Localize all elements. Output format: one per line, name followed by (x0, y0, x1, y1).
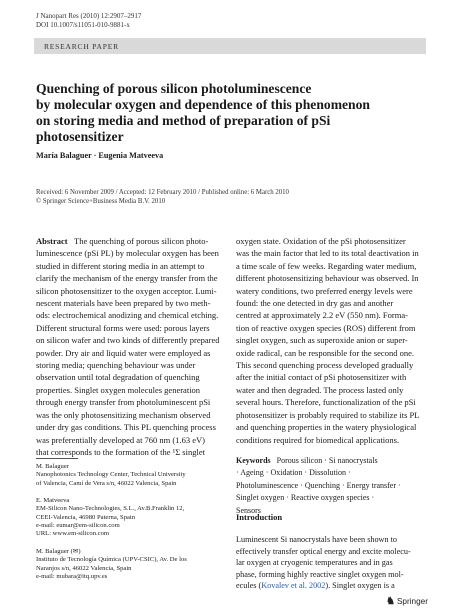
keywords-label: Keywords (236, 456, 271, 465)
abstract-line: centred at approximately 2.2 eV (550 nm). Forma- (236, 310, 408, 321)
abstract-line: watery conditions, two preferred energy levels were (236, 285, 413, 296)
intro-line: phase, forming highly reactive singlet oxygen mol- (236, 569, 404, 579)
authors: María Balaguer · Eugenia Matveeva (36, 151, 164, 160)
title-line: on storing media and method of preparation of pSi (36, 113, 331, 128)
abstract-text: The quenching of porous silicon photo- (74, 236, 209, 246)
intro-line (236, 580, 428, 592)
affiliation-corresponding (36, 548, 226, 581)
abstract-line: tion of reactive oxygen species (ROS) different from (236, 322, 416, 333)
intro-text: ecules ( (236, 581, 262, 591)
journal-header (36, 12, 141, 30)
abstract-line: several hours. Therefore, functionalization of the pSi (236, 397, 416, 408)
abstract-line: ods: electrochemical anodizing and chemical etching. (36, 310, 219, 321)
url-line: URL: www.em-silicon.com (36, 530, 110, 538)
abstract-line: on silicon wafer and two kinds of differently prepared (36, 335, 220, 346)
abstract-line: storing media; quenching behaviour was under (36, 360, 196, 371)
title-line: by molecular oxygen and dependence of this phenomenon (36, 97, 370, 112)
abstract-line: found: the one detected in dry gas and another (236, 298, 394, 309)
affiliation-line: CEEI-Valencia, 46980 Paterna, Spain (36, 513, 136, 521)
article-type-banner (34, 38, 426, 54)
email-line: e-mail: eumar@em-silicon.com (36, 521, 120, 529)
abstract-label: Abstract (36, 236, 68, 246)
intro-line: Luminescent Si nanocrystals have been shown to (236, 535, 397, 544)
abstract-line: oxide radical, can be responsible for the second one. (236, 347, 414, 358)
email-line: e-mail: mubara@itq.upv.es (36, 572, 108, 580)
keywords (236, 455, 428, 517)
paper-title (36, 81, 426, 145)
abstract-line: through energy transfer from photoluminescent pSi (36, 397, 211, 408)
abstract-line: Different structural forms were used: porous layers (36, 322, 210, 333)
introduction-text (236, 534, 428, 592)
keywords-first-line (236, 455, 428, 467)
abstract-line: oxygen state. Oxidation of the pSi photosensitizer (236, 236, 406, 246)
intro-line: lar oxygen at cryogenic temperatures and in gas (236, 558, 393, 568)
abstract-line: and quenching properties in the watery physiological (236, 422, 417, 433)
abstract-line: that corresponds to the formation of the ¹Σ singlet (36, 446, 205, 457)
publisher-name: Springer (396, 597, 428, 606)
abstract-line: properties. Singlet oxygen molecules generation (36, 384, 201, 395)
keywords-line: Photoluminescence · Quenching · Energy transfer · (236, 480, 401, 490)
doi: DOI 10.1007/s11051-010-9881-x (36, 21, 130, 29)
abstract-line: photosensitizer is probably required to stabilize its PL (236, 409, 420, 420)
springer-horse-icon: ♞ (386, 596, 395, 607)
abstract-first-line (36, 235, 226, 247)
publication-dates (36, 188, 289, 206)
affiliation-balaguer (36, 463, 226, 488)
abstract-line: clarify the mechanism of the energy transfer from the (36, 273, 218, 284)
title-line: photosensitizer (36, 129, 124, 144)
abstract-line: after the initial contact of pSi photosensitizer with (236, 372, 407, 383)
abstract-line: different photosensitizing behaviour was observed. In (236, 273, 419, 284)
abstract-continued (236, 235, 428, 446)
title-line: Quenching of porous silicon photoluminescence (36, 81, 312, 96)
abstract-line: silicon photosensitizer to the oxygen acceptor. Lumi- (36, 285, 217, 296)
intro-text: ). Singlet oxygen is a (325, 581, 395, 591)
abstract-line: nescent materials have been prepared by two meth- (36, 298, 211, 309)
affiliation-name: M. Balaguer (36, 463, 69, 470)
article-type-label: RESEARCH PAPER (44, 42, 119, 51)
affiliation-name: M. Balaguer (✉) (36, 548, 81, 555)
affiliation-name: E. Matveeva (36, 497, 70, 504)
keywords-text: Porous silicon · Si nanocrystals (276, 456, 378, 465)
abstract-line: powder. Dry air and liquid water were employed as (36, 347, 211, 358)
section-heading: Introduction (236, 512, 283, 522)
abstract-line: under dry gas conditions. This PL quenching process (36, 422, 216, 433)
abstract-line: studied in different storing media in an attempt to (36, 260, 205, 271)
affiliation-line: Instituto de Tecnología Química (UPV-CSIC), Av. De los (36, 556, 187, 564)
abstract-line: was preferentially developed at 760 nm (1.63 eV) (36, 434, 205, 445)
abstract-line: luminescence (pSi PL) by molecular oxygen has been (36, 248, 219, 259)
copyright-line: © Springer Science+Business Media B.V. 2010 (36, 198, 166, 205)
keywords-line: Sensors (236, 505, 261, 515)
abstract-line: observation until total degradation of quenching (36, 372, 200, 383)
affiliation-line: Naranjos s/n, 46022 Valencia, Spain (36, 564, 132, 572)
footnote-divider (36, 458, 78, 459)
abstract-line: a time scale of few weeks. Regarding water medium, (236, 260, 417, 271)
abstract-line: was the only photosensitizing mechanism observed (36, 409, 211, 420)
affiliation-line: of Valencia, Camí de Vera s/n, 46022 Valencia, Spain (36, 479, 177, 487)
affiliation-line: Nanophotonics Technology Center, Technical University (36, 471, 186, 479)
abstract-line: water and then degraded. The process lasted only (236, 384, 404, 395)
abstract-line: singlet oxygen, such as superoxide anion or super- (236, 335, 408, 346)
journal-citation: J Nanopart Res (2010) 12:2907–2917 (36, 12, 142, 20)
publisher-logo (386, 596, 428, 607)
abstract-line: was the main factor that led to its total deactivation in (236, 248, 419, 259)
citation-link[interactable]: Kovalev et al. 2002 (261, 581, 326, 591)
history-line: Received: 6 November 2009 / Accepted: 12 February 2010 / Published online: 6 March 2010 (36, 189, 289, 196)
keywords-line: · Ageing · Oxidation · Dissolution · (236, 468, 351, 478)
abstract-line: conditions required for biomedical applications. (236, 434, 400, 445)
abstract-line: This second quenching process developed gradually (236, 360, 414, 371)
intro-line: effectively transfer optical energy and excite molecu- (236, 546, 411, 556)
abstract (36, 235, 226, 458)
keywords-line: Singlet oxygen · Reactive oxygen species · (236, 493, 375, 503)
affiliation-line: EM-Silicon Nano-Technologies, S.L., Av.B.Franklin 12, (36, 505, 185, 513)
affiliation-matveeva (36, 497, 226, 538)
